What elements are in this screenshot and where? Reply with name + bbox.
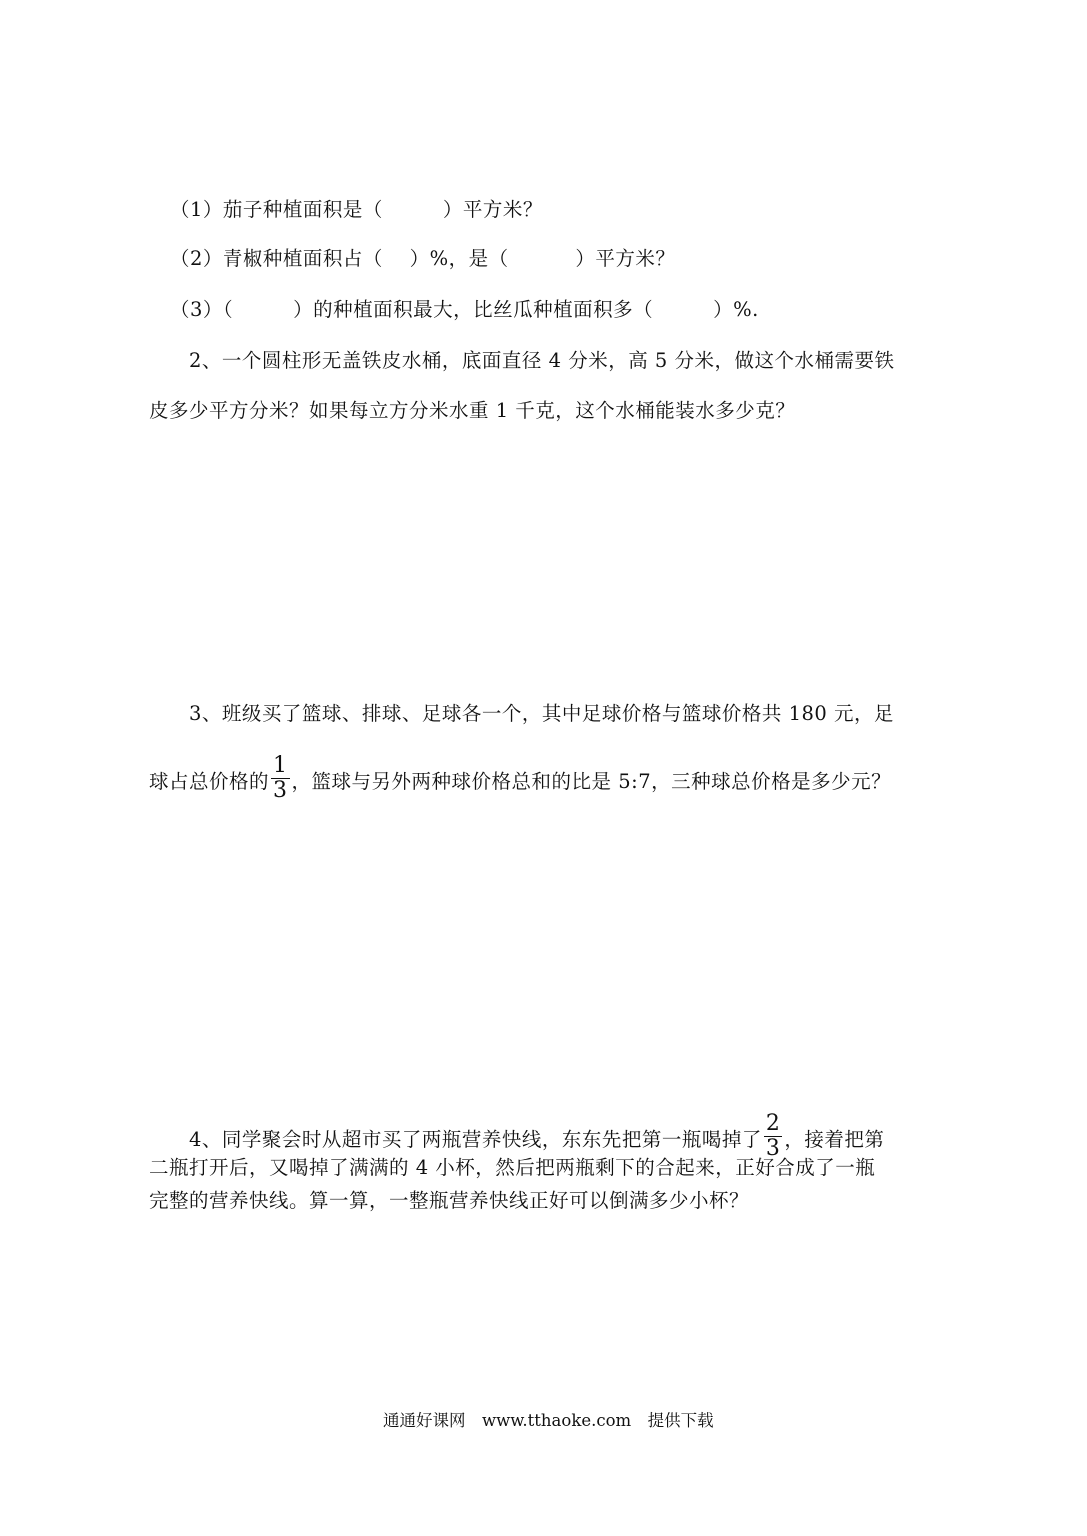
- problem-3-line-2: [149, 753, 892, 807]
- problem-3-line-1: 3、班级买了篮球、排球、足球各一个，其中足球价格与篮球价格共 180 元，足: [189, 702, 895, 725]
- subquestion-2: （2）青椒种植面积占（ ）%，是（ ）平方米？: [170, 247, 676, 270]
- subquestion-1: （1）茄子种植面积是（ ）平方米？: [170, 198, 543, 221]
- fraction-numerator: 1: [273, 753, 288, 778]
- problem-4-line-3: 完整的营养快线。算一算，一整瓶营养快线正好可以倒满多少小杯？: [149, 1189, 750, 1212]
- problem-2-line-1: 2、一个圆柱形无盖铁皮水桶，底面直径 4 分米，高 5 分米，做这个水桶需要铁: [189, 349, 895, 372]
- problem-4-text-before: 4、同学聚会时从超市买了两瓶营养快线，东东先把第一瓶喝掉了: [189, 1128, 762, 1151]
- fraction-denominator: 3: [765, 1136, 781, 1161]
- problem-2-line-2: 皮多少平方分米？如果每立方分米水重 1 千克，这个水桶能装水多少克？: [149, 399, 796, 422]
- fraction-numerator: 2: [765, 1111, 781, 1136]
- problem-4-text-after: ，接着把第: [784, 1128, 885, 1151]
- problem-3-text-before: 球占总价格的: [149, 770, 270, 793]
- footer-source-note: 通通好课网 www.tthaoke.com 提供下载: [383, 1411, 714, 1430]
- problem-3-text-after: ，篮球与另外两种球价格总和的比是 5:7，三种球总价格是多少元？: [291, 770, 892, 793]
- fraction-denominator: 3: [273, 778, 288, 803]
- problem-4-line-2: 二瓶打开后，又喝掉了满满的 4 小杯，然后把两瓶剩下的合起来，正好合成了一瓶: [149, 1156, 876, 1179]
- subquestion-3: （3）（ ）的种植面积最大，比丝瓜种植面积多（ ）%.: [170, 298, 759, 321]
- fraction-one-third: [271, 754, 290, 803]
